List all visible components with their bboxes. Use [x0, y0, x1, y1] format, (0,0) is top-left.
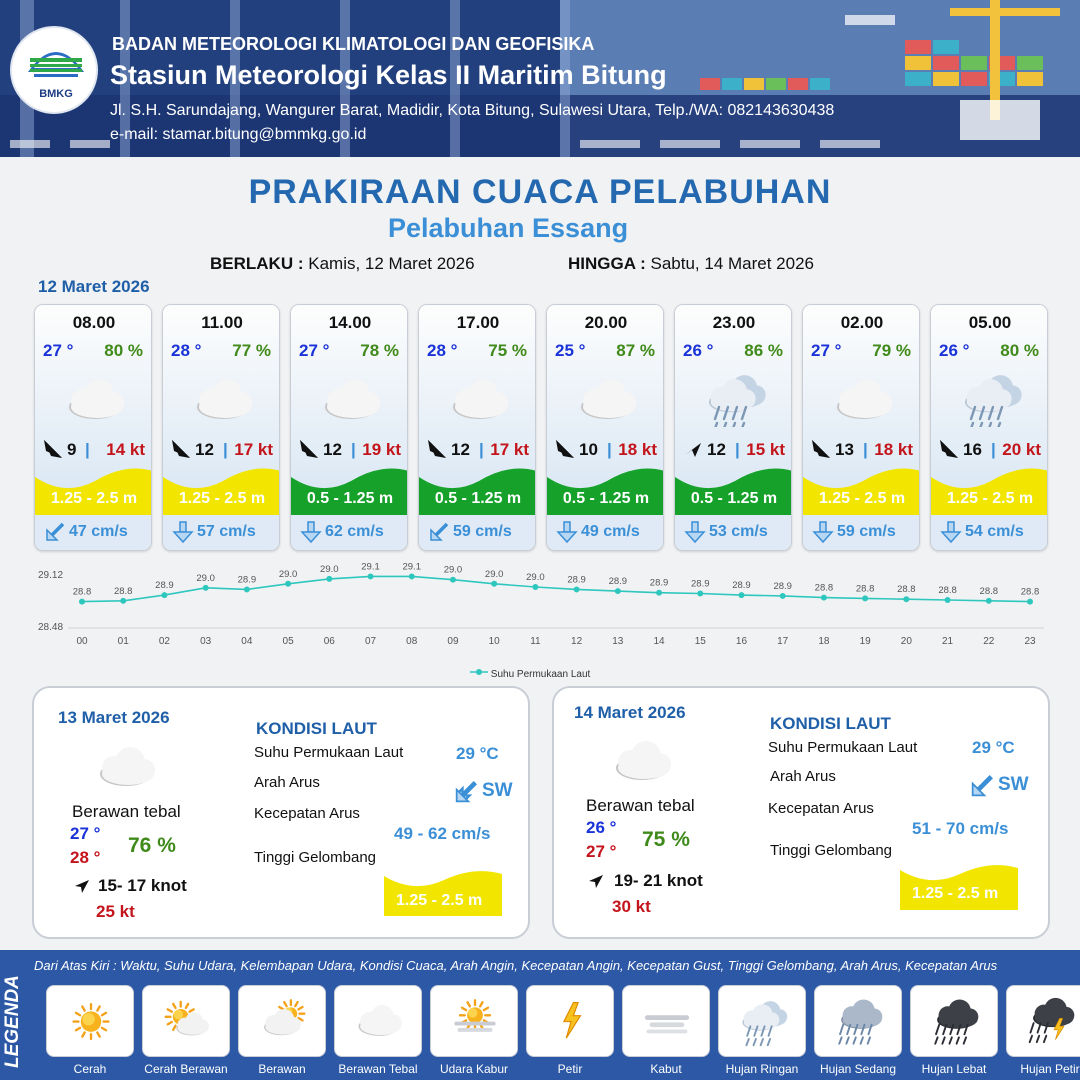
sst-value: 29 °C — [972, 738, 1015, 757]
legend-item-label: Hujan Sedang — [819, 1062, 897, 1076]
day-date: 14 Maret 2026 — [574, 703, 686, 722]
sst-data-point — [945, 597, 951, 603]
day-date: 13 Maret 2026 — [58, 708, 170, 727]
sst-data-label: 29.0 — [196, 572, 215, 584]
card-time: 23.00 — [712, 313, 756, 332]
card-humidity: 75 % — [488, 341, 527, 360]
legend-item — [814, 985, 902, 1057]
card-wave-height: 0.5 - 1.25 m — [562, 490, 650, 507]
day-temp-max: 28 ° — [70, 848, 101, 867]
legend-item — [142, 985, 230, 1057]
hourly-card — [674, 304, 792, 551]
berawan-tebal-icon — [349, 992, 409, 1048]
current-direction-icon — [427, 520, 451, 544]
day-gust: 30 kt — [612, 897, 651, 916]
x-tick-label: 04 — [241, 636, 253, 647]
sst-data-point — [368, 573, 374, 579]
current-speed-label: Kecepatan Arus — [254, 805, 360, 822]
card-temperature: 26 ° — [939, 341, 970, 360]
berawan-tebal-icon — [441, 371, 517, 427]
card-current-speed: 54 cm/s — [965, 523, 1024, 540]
hourly-card — [162, 304, 280, 551]
sst-data-label: 28.9 — [649, 577, 669, 589]
legend-item — [910, 985, 998, 1057]
berawan-tebal-icon — [57, 371, 133, 427]
card-gust: 17 kt — [234, 440, 273, 459]
legend-item-label: Berawan — [258, 1062, 306, 1076]
sst-value: 29 °C — [456, 744, 499, 763]
sst-data-point — [203, 585, 209, 591]
day-wind: 15- 17 knot — [98, 876, 187, 895]
card-wave-height: 1.25 - 2.5 m — [178, 490, 266, 507]
x-tick-label: 07 — [364, 636, 377, 647]
sst-data-label: 28.8 — [855, 583, 875, 595]
legend-item-label: Cerah Berawan — [144, 1062, 228, 1076]
hourly-card — [290, 304, 408, 551]
card-separator: | — [863, 440, 868, 459]
card-wind-speed: 13 — [835, 440, 854, 459]
day-temp-min: 26 ° — [586, 818, 617, 837]
hourly-card — [930, 304, 1048, 551]
current-dir-icon — [452, 778, 480, 806]
x-tick-label: 16 — [735, 636, 748, 647]
sst-data-label: 29.0 — [526, 572, 545, 583]
legend-description: Dari Atas Kiri : Waktu, Suhu Udara, Kelembapan Udara, Kondisi Cuaca, Arah Angin, Kecepatan Angin, Kecepatan Gust, Tinggi Gelombang, Arah Arus, Kecepatan Arus — [34, 958, 998, 973]
x-tick-label: 12 — [571, 636, 583, 647]
sst-data-point — [1027, 599, 1033, 605]
current-dir-value: SW — [998, 774, 1029, 795]
card-gust: 14 kt — [106, 440, 145, 459]
sst-label: Suhu Permukaan Laut — [254, 744, 404, 761]
sst-data-label: 28.9 — [691, 578, 710, 590]
validity-from-label: BERLAKU : — [210, 254, 304, 273]
current-direction-icon — [811, 520, 835, 544]
card-wind-speed: 12 — [195, 440, 214, 459]
legend-item — [334, 985, 422, 1057]
wave-label: Tinggi Gelombang — [254, 849, 377, 866]
day-temp-min: 27 ° — [70, 824, 101, 843]
current-dir-label: Arah Arus — [254, 774, 320, 791]
current-direction-icon — [43, 520, 67, 544]
card-time: 17.00 — [456, 313, 500, 332]
berawan-tebal-icon — [88, 738, 164, 794]
x-tick-label: 09 — [447, 636, 459, 647]
kabut-icon — [637, 992, 697, 1048]
sst-data-point — [285, 581, 291, 587]
card-temperature: 28 ° — [171, 341, 202, 360]
hujan-ringan-icon — [697, 371, 773, 427]
x-tick-label: 01 — [117, 636, 129, 647]
current-direction-icon — [555, 520, 579, 544]
legend-item — [238, 985, 326, 1057]
card-wave-height: 0.5 - 1.25 m — [434, 490, 522, 507]
hujan-ringan-icon — [953, 371, 1029, 427]
sst-data-point — [244, 586, 250, 592]
legend-item — [46, 985, 134, 1057]
card-gust: 20 kt — [1002, 440, 1041, 459]
sst-data-point — [821, 595, 827, 601]
card-current-speed: 53 cm/s — [709, 523, 768, 540]
legend-item — [622, 985, 710, 1057]
sst-data-point — [79, 599, 85, 605]
day-condition: Berawan tebal — [586, 796, 695, 815]
x-tick-label: 20 — [900, 636, 912, 647]
sst-data-point — [450, 577, 456, 583]
card-temperature: 28 ° — [427, 341, 458, 360]
sst-data-label: 28.9 — [773, 580, 792, 592]
sst-data-point — [409, 573, 415, 579]
sst-data-point — [697, 591, 703, 597]
legend-item — [526, 985, 614, 1057]
chart-legend — [470, 667, 590, 680]
card-temperature: 25 ° — [555, 341, 586, 360]
sst-data-label: 28.8 — [72, 586, 92, 598]
hujan-ringan-icon — [733, 992, 793, 1048]
sst-series-line — [82, 576, 1030, 601]
validity-to-value: Sabtu, 14 Maret 2026 — [650, 254, 815, 273]
sst-data-point — [120, 598, 126, 604]
x-tick-label: 02 — [158, 636, 170, 647]
day-wind: 19- 21 knot — [614, 871, 703, 890]
card-time: 05.00 — [968, 313, 1012, 332]
card-temperature: 27 ° — [299, 341, 330, 360]
x-tick-label: 17 — [777, 636, 789, 647]
sst-data-label: 28.8 — [897, 584, 916, 596]
sst-label: Suhu Permukaan Laut — [768, 739, 918, 756]
chart-legend-marker — [470, 667, 488, 677]
wave-label: Tinggi Gelombang — [770, 842, 893, 859]
card-separator: | — [607, 440, 612, 459]
current-speed-label: Kecepatan Arus — [768, 800, 874, 817]
x-tick-label: 13 — [612, 636, 624, 647]
hourly-card — [34, 304, 152, 551]
y-tick-label: 29.12 — [38, 570, 64, 581]
validity-to-label: HINGGA : — [568, 254, 646, 273]
card-humidity: 78 % — [360, 341, 399, 360]
petir-icon — [541, 992, 601, 1048]
wind-arrow-icon — [72, 876, 92, 896]
sst-data-point — [986, 598, 992, 604]
card-humidity: 80 % — [104, 341, 143, 360]
current-direction-icon — [939, 520, 963, 544]
hujan-lebat-icon — [925, 992, 985, 1048]
berawan-tebal-icon — [313, 371, 389, 427]
sea-condition-title: KONDISI LAUT — [770, 714, 891, 733]
card-wave-height: 0.5 - 1.25 m — [690, 490, 778, 507]
sst-data-label: 29.0 — [278, 568, 298, 580]
page-title: PRAKIRAAN CUACA PELABUHAN — [248, 173, 832, 211]
hourly-card — [802, 304, 920, 551]
card-wave-height: 1.25 - 2.5 m — [818, 490, 906, 507]
legend-item — [430, 985, 518, 1057]
x-tick-label: 08 — [406, 636, 418, 647]
hujan-petir-icon — [1021, 992, 1080, 1048]
current-speed-value: 51 - 70 cm/s — [912, 819, 1009, 838]
legend-item — [1006, 985, 1080, 1057]
x-tick-label: 19 — [859, 636, 871, 647]
sst-data-label: 28.9 — [608, 576, 628, 588]
card-wind-speed: 9 — [67, 440, 77, 459]
wave-value: 1.25 - 2.5 m — [396, 892, 483, 909]
sst-data-point — [532, 584, 538, 590]
card-temperature: 27 ° — [43, 341, 74, 360]
day-panel-13 — [32, 686, 530, 939]
card-current-speed: 49 cm/s — [581, 523, 640, 540]
legend-title: LEGENDA — [2, 975, 23, 1068]
cerah-icon — [61, 992, 121, 1048]
card-temperature: 27 ° — [811, 341, 842, 360]
sst-data-label: 29.0 — [484, 568, 504, 580]
station-name: Stasiun Meteorologi Kelas II Maritim Bitung — [110, 60, 667, 90]
card-current-speed: 57 cm/s — [197, 523, 256, 540]
sst-data-point — [574, 586, 580, 592]
sea-condition-title: KONDISI LAUT — [256, 719, 377, 738]
sst-data-label: 28.9 — [237, 574, 257, 586]
x-tick-label: 22 — [983, 636, 995, 647]
sst-data-point — [161, 592, 167, 598]
current-dir-label: Arah Arus — [770, 768, 836, 785]
current-dir-value: SW — [482, 780, 513, 801]
sst-data-label: 28.8 — [938, 585, 957, 596]
chart-legend-label: Suhu Permukaan Laut — [490, 669, 591, 680]
day-humidity: 76 % — [128, 834, 176, 857]
x-tick-label: 05 — [282, 636, 294, 647]
card-gust: 18 kt — [874, 440, 913, 459]
card-wind-speed: 10 — [579, 440, 598, 459]
card-humidity: 87 % — [616, 341, 655, 360]
header-banner — [0, 0, 1080, 157]
card-humidity: 77 % — [232, 341, 271, 360]
hujan-sedang-icon — [829, 992, 889, 1048]
x-tick-label: 06 — [323, 636, 335, 647]
sst-data-label: 28.8 — [1020, 586, 1040, 598]
validity-from-value: Kamis, 12 Maret 2026 — [308, 254, 475, 273]
legend-item-label: Petir — [557, 1062, 583, 1076]
card-wind-speed: 16 — [963, 440, 982, 459]
card-wave-height: 0.5 - 1.25 m — [306, 490, 394, 507]
legend-item-label: Kabut — [650, 1062, 682, 1076]
card-wave-height: 1.25 - 2.5 m — [946, 490, 1034, 507]
card-current-speed: 47 cm/s — [69, 523, 128, 540]
current-dir-icon — [968, 772, 996, 800]
card-humidity: 86 % — [744, 341, 783, 360]
card-time: 08.00 — [72, 313, 116, 332]
x-tick-label: 15 — [694, 636, 706, 647]
cerah-berawan-icon — [157, 992, 217, 1048]
card-current-speed: 62 cm/s — [325, 523, 384, 540]
x-tick-label: 18 — [818, 636, 830, 647]
legend-item-label: Hujan Lebat — [921, 1062, 987, 1076]
x-tick-label: 03 — [200, 636, 212, 647]
card-gust: 15 kt — [746, 440, 785, 459]
card-gust: 18 kt — [618, 440, 657, 459]
x-tick-label: 21 — [942, 636, 954, 647]
sst-data-point — [615, 588, 621, 594]
sst-data-label: 29.1 — [402, 561, 421, 573]
x-tick-label: 23 — [1024, 636, 1036, 647]
card-humidity: 80 % — [1000, 341, 1039, 360]
legend-item-label: Hujan Petir — [1020, 1062, 1080, 1076]
card-gust: 17 kt — [490, 440, 529, 459]
org-name: BADAN METEOROLOGI KLIMATOLOGI DAN GEOFISIKA — [112, 34, 595, 54]
legend-item-label: Berawan Tebal — [338, 1062, 418, 1076]
sst-data-label: 28.8 — [113, 585, 133, 597]
card-separator: | — [479, 440, 484, 459]
wave-value: 1.25 - 2.5 m — [912, 885, 999, 902]
hourly-card — [546, 304, 664, 551]
current-direction-icon — [299, 520, 323, 544]
port-name: Pelabuhan Essang — [388, 213, 629, 243]
validity-from — [210, 254, 475, 274]
card-current-speed: 59 cm/s — [453, 523, 512, 540]
berawan-tebal-icon — [604, 732, 680, 788]
card-time: 14.00 — [328, 313, 372, 332]
card-time: 11.00 — [201, 313, 243, 332]
card-current-speed: 59 cm/s — [837, 523, 896, 540]
card-separator: | — [351, 440, 356, 459]
legend-item-label: Hujan Ringan — [725, 1062, 799, 1076]
bmkg-logo-icon — [12, 28, 100, 88]
card-wind-speed: 12 — [451, 440, 470, 459]
wind-arrow-icon — [586, 871, 606, 891]
card-wind-speed: 12 — [323, 440, 342, 459]
sst-data-label: 29.0 — [320, 563, 339, 575]
station-email: e-mail: stamar.bitung@bmmkg.go.id — [110, 126, 367, 143]
current-direction-icon — [683, 520, 707, 544]
legend-item — [718, 985, 806, 1057]
card-separator: | — [735, 440, 740, 459]
validity-to — [568, 254, 814, 274]
sst-data-point — [326, 576, 332, 582]
main-date: 12 Maret 2026 — [38, 277, 150, 296]
sst-data-label: 29.1 — [361, 561, 380, 573]
x-tick-label: 11 — [530, 636, 541, 647]
card-gust: 19 kt — [362, 440, 401, 459]
card-time: 02.00 — [840, 313, 884, 332]
card-temperature: 26 ° — [683, 341, 714, 360]
current-direction-icon — [171, 520, 195, 544]
sst-data-point — [738, 592, 744, 598]
station-address: Jl. S.H. Sarundajang, Wangurer Barat, Madidir, Kota Bitung, Sulawesi Utara, Telp./WA: 082143630438 — [110, 102, 835, 119]
day-humidity: 75 % — [642, 828, 690, 851]
logo-text: BMKG — [39, 88, 73, 100]
y-tick-label: 28.48 — [38, 622, 64, 633]
sst-data-point — [491, 581, 497, 587]
bmkg-logo — [10, 26, 98, 114]
card-time: 20.00 — [584, 313, 628, 332]
sst-data-label: 29.0 — [443, 564, 463, 576]
legend-item-label: Udara Kabur — [439, 1062, 509, 1076]
sst-data-label: 28.8 — [979, 585, 999, 597]
card-separator: | — [991, 440, 996, 459]
sst-data-point — [780, 593, 786, 599]
day-condition: Berawan tebal — [72, 802, 181, 821]
x-tick-label: 14 — [653, 636, 665, 647]
hourly-card — [418, 304, 536, 551]
day-gust: 25 kt — [96, 902, 135, 921]
x-tick-label: 10 — [488, 636, 500, 647]
berawan-tebal-icon — [825, 371, 901, 427]
card-separator: | — [85, 440, 90, 459]
card-humidity: 79 % — [872, 341, 911, 360]
card-wave-height: 1.25 - 2.5 m — [50, 490, 138, 507]
card-separator: | — [223, 440, 228, 459]
sst-data-point — [903, 596, 909, 602]
sst-data-point — [862, 595, 868, 601]
x-tick-label: 00 — [76, 636, 88, 647]
card-wind-speed: 12 — [707, 440, 726, 459]
day-panel-14 — [552, 686, 1050, 939]
udara-kabur-icon — [445, 992, 505, 1048]
sst-data-label: 28.9 — [155, 580, 174, 592]
sst-data-label: 28.9 — [567, 574, 586, 586]
legend-item-label: Cerah — [73, 1062, 107, 1076]
berawan-tebal-icon — [569, 371, 645, 427]
sst-data-label: 28.9 — [732, 580, 751, 592]
berawan-tebal-icon — [185, 371, 261, 427]
day-temp-max: 27 ° — [586, 842, 617, 861]
berawan-icon — [253, 992, 313, 1048]
sst-data-label: 28.8 — [814, 582, 834, 594]
sst-data-point — [656, 590, 662, 596]
current-speed-value: 49 - 62 cm/s — [394, 824, 491, 843]
